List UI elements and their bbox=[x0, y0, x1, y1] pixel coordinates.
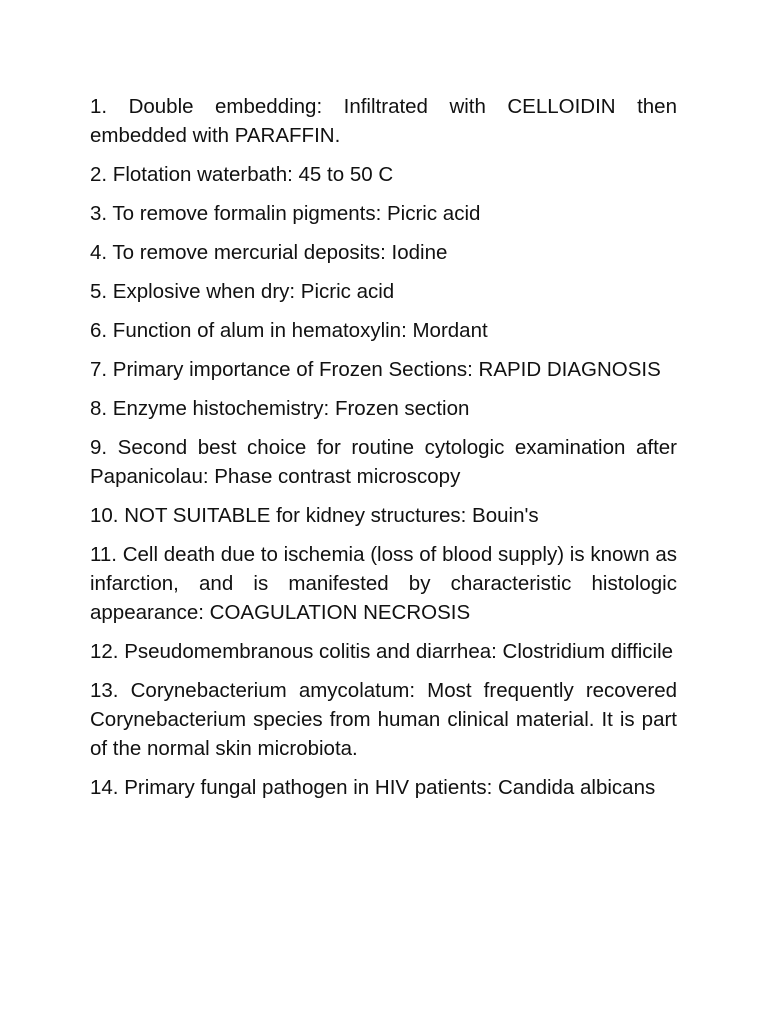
note-item: 5. Explosive when dry: Picric acid bbox=[90, 280, 395, 303]
note-item: 6. Function of alum in hematoxylin: Mordant bbox=[90, 319, 488, 342]
note-item: 13. Corynebacterium amycolatum: Most frequently recovered Corynebacterium species from human clinical material. It is part of the normal skin microbiota. bbox=[90, 679, 677, 760]
note-item: 12. Pseudomembranous colitis and diarrhea: Clostridium difficile bbox=[90, 640, 674, 663]
note-item: 9. Second best choice for routine cytologic examination after Papanicolau: Phase contrast microscopy bbox=[90, 436, 677, 488]
note-item: 4. To remove mercurial deposits: Iodine bbox=[90, 241, 448, 264]
note-item: 3. To remove formalin pigments: Picric acid bbox=[90, 202, 481, 225]
note-item: 7. Primary importance of Frozen Sections: RAPID DIAGNOSIS bbox=[90, 358, 661, 381]
note-item: 14. Primary fungal pathogen in HIV patients: Candida albicans bbox=[90, 776, 656, 799]
note-item: 8. Enzyme histochemistry: Frozen section bbox=[90, 397, 470, 420]
note-item: 11. Cell death due to ischemia (loss of blood supply) is known as infarction, and is manifested by characteristic histologic appearance: COAGULATION NECROSIS bbox=[90, 543, 677, 624]
note-item: 2. Flotation waterbath: 45 to 50 C bbox=[90, 163, 394, 186]
review-notes-list bbox=[90, 92, 677, 812]
note-item: 10. NOT SUITABLE for kidney structures: Bouin's bbox=[90, 504, 539, 527]
note-item: 1. Double embedding: Infiltrated with CELLOIDIN then embedded with PARAFFIN. bbox=[90, 95, 677, 147]
